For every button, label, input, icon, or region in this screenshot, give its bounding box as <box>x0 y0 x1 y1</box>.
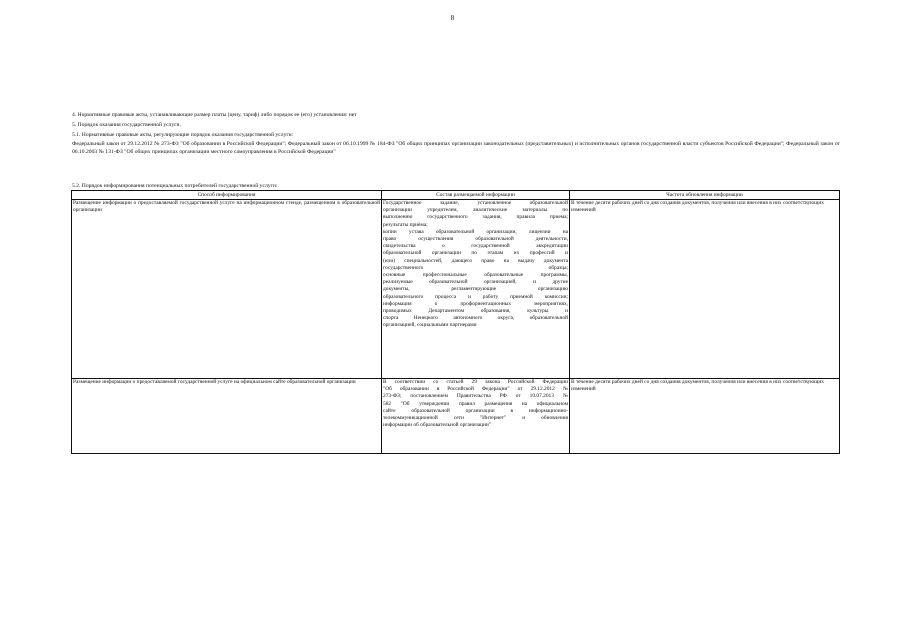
content-line: (или) специальностей, дающего право на выдачу документа <box>383 257 568 264</box>
content-line: государственного образца; <box>383 264 568 271</box>
section-5-1-title: 5.1. Нормативные правовые акты, регулирующие порядок оказания государственной услуги: <box>72 132 294 138</box>
table-header-row <box>72 191 840 200</box>
page-number: 8 <box>450 14 455 22</box>
content-line: проводимых Департаментом образования, культуры и <box>383 308 568 315</box>
content-line: право осуществления образовательной деятельности, <box>383 236 568 243</box>
content-line: 273-ФЗ; постановлением Правительства РФ от 10.07.2013 № <box>383 393 568 400</box>
header-frequency: Частота обновления информации <box>570 191 840 200</box>
header-content: Состав размещаемой информации <box>382 191 570 200</box>
cell-method: Размещение информации о предоставляемой государственной услуге на официальном сайте образовательной организации <box>72 379 382 454</box>
content-line: В соответствии со статьей 29 закона Российской Федерации <box>383 379 568 385</box>
content-line: спорта Ненецкого автономного округа, образовательной <box>383 315 568 322</box>
section-5-1-body: Федеральный закон от 29.12.2012 № 273-ФЗ "Об образовании в Российской Федерации"; Федеральный закон от 06.10.1999 № 184-ФЗ "Об общих принципах организации законодательных (представительных) и исполнительных органов государственной власти субъектов Российской Федерации"; Федеральный закон от 06.10.2003 № 131-ФЗ "Об общих принципах организации местного самоуправления в Российской Федерации" <box>72 141 840 155</box>
content-line: основные профессиональные образовательные программы, <box>383 272 568 279</box>
section-5-title: 5. Порядок оказания государственной услуги. <box>72 122 181 128</box>
cell-frequency: В течение десяти рабочих дней со дня создания документов, получения или внесения в них соответствующих изменений <box>570 200 840 379</box>
content-line: информации об образовательной организации" <box>383 422 492 429</box>
table-row <box>72 200 840 379</box>
section-4-fee-acts: 4. Нормативные правовые акты, устанавливающие размер платы (цену, тариф) либо порядок ее (его) установления: нет <box>72 112 357 118</box>
informing-table <box>71 190 840 454</box>
content-line: организацией, социальными партнерами <box>383 322 477 329</box>
content-line: информация о профориентационных мероприятиях, <box>383 300 568 307</box>
content-line: образовательной организации по этапам их профессий и <box>383 250 568 257</box>
content-line: "Об образовании в Российской Федерации" от 29.12.2012 № <box>383 386 568 393</box>
content-line: организации учредителем, аналитические материалы по <box>383 207 568 214</box>
content-line: копии устава образовательной организации, лицензии на <box>383 228 568 235</box>
cell-content <box>382 200 570 379</box>
content-line: 582 "Об утверждении правил размещения на официальном <box>383 400 568 407</box>
cell-frequency: В течение десяти рабочих дней со дня создания документов, получения или внесения в них соответствующих изменений <box>570 379 840 454</box>
content-line: Государственное задание, установленное образовательной <box>383 200 568 206</box>
content-line: сайте образовательной организации в информационно- <box>383 407 568 414</box>
header-method: Способ информирования <box>72 191 382 200</box>
content-line: документы, регламентирующие организацию <box>383 286 568 293</box>
content-line: результаты приёма; <box>383 221 428 228</box>
cell-content <box>382 379 570 454</box>
cell-method: Размещение информации о предоставляемой государственной услуге на информационном стенде, размещенном в образовательной организации <box>72 200 382 379</box>
content-line: свидетельства о государственной аккредитации <box>383 243 568 250</box>
content-line: телекоммуникационной сети "Интернет" и обновления <box>383 415 568 422</box>
section-5-2-title: 5.2. Порядок информирования потенциальных потребителей государственной услуги: <box>72 183 278 189</box>
table-row <box>72 379 840 454</box>
content-line: реализуемые образовательной организацией, и другие <box>383 279 568 286</box>
content-line: выполнению государственного задания, правила приема; <box>383 214 568 221</box>
content-line: образовательного процесса и работу приемной комиссии; <box>383 293 568 300</box>
